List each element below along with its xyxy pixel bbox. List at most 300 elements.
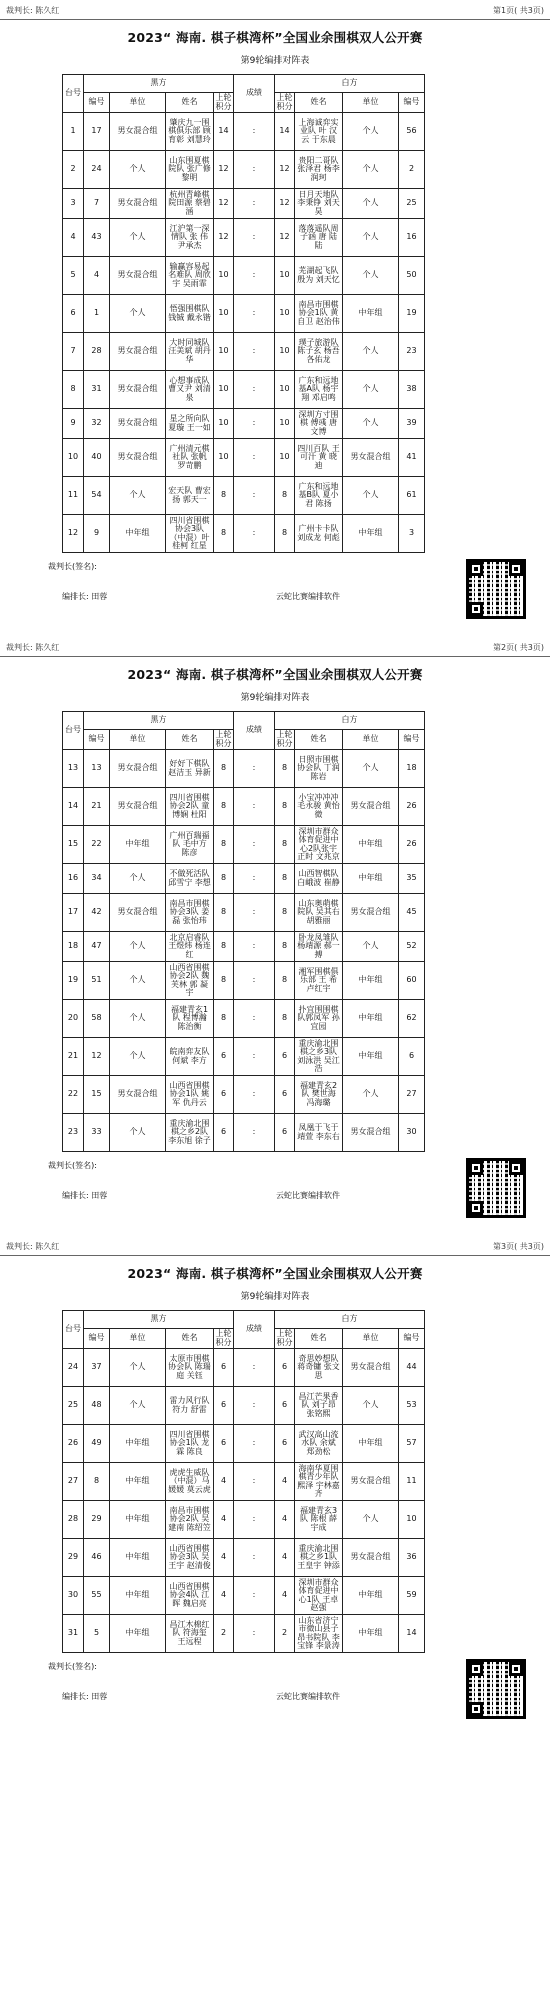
white-num-cell: 56 — [399, 113, 425, 151]
table-no-cell: 9 — [63, 409, 84, 439]
col-white-num: 编号 — [399, 93, 425, 113]
white-unit-cell: 个人 — [343, 1076, 399, 1114]
table-row — [63, 295, 425, 333]
col-result: 成绩 — [234, 1311, 275, 1349]
col-white-num: 编号 — [399, 1329, 425, 1349]
white-score-cell: 10 — [275, 439, 295, 477]
black-num-cell: 15 — [84, 1076, 110, 1114]
black-name-cell: 杭州青峰棋院田源 蔡碧涵 — [166, 189, 214, 219]
black-unit-cell: 个人 — [110, 962, 166, 1000]
result-cell: : — [234, 1425, 275, 1463]
arranger: 编排长: 田蓉 — [62, 1191, 108, 1200]
black-unit-cell: 中年组 — [110, 1577, 166, 1615]
white-unit-cell: 个人 — [343, 932, 399, 962]
white-num-cell: 36 — [399, 1539, 425, 1577]
arranger: 编排长: 田蓉 — [62, 1692, 108, 1701]
result-cell: : — [234, 113, 275, 151]
black-name-cell: 悟强围棋队 钱铖 戴永锴 — [166, 295, 214, 333]
page-subtitle: 第9轮编排对阵表 — [240, 693, 310, 703]
col-white-unit: 单位 — [343, 93, 399, 113]
white-unit-cell: 男女混合组 — [343, 894, 399, 932]
black-score-cell: 8 — [214, 788, 234, 826]
black-name-cell: 江沪第一深情队 张 伟 尹承杰 — [166, 219, 214, 257]
referee-header: 裁判长: 陈久红 — [6, 1242, 60, 1251]
table-row — [63, 1577, 425, 1615]
white-unit-cell: 男女混合组 — [343, 1463, 399, 1501]
referee-sign: 裁判长(签名): — [48, 562, 97, 571]
black-name-cell: 山西省围棋协会1队 姚军 仇丹云 — [166, 1076, 214, 1114]
table-no-cell: 29 — [63, 1539, 84, 1577]
col-white-score: 上轮积分 — [276, 93, 293, 111]
black-num-cell: 33 — [84, 1114, 110, 1152]
black-score-cell: 12 — [214, 189, 234, 219]
table-row — [63, 1349, 425, 1387]
white-name-cell: 武汉高山流水队 余斌 郑劲松 — [295, 1425, 343, 1463]
white-unit-cell: 中年组 — [343, 962, 399, 1000]
col-black-score: 上轮积分 — [215, 93, 232, 111]
black-score-cell: 6 — [214, 1425, 234, 1463]
table-row — [63, 750, 425, 788]
black-unit-cell: 男女混合组 — [110, 333, 166, 371]
white-num-cell: 2 — [399, 151, 425, 189]
col-white: 白方 — [275, 712, 425, 730]
white-unit-cell: 个人 — [343, 1501, 399, 1539]
black-name-cell: 虎虎生威队（中混）马媛媛 莫云虎 — [166, 1463, 214, 1501]
table-row — [63, 515, 425, 553]
black-name-cell: 福建青玄1队 程博瀚 陈治衡 — [166, 1000, 214, 1038]
table-no-cell: 13 — [63, 750, 84, 788]
black-unit-cell: 男女混合组 — [110, 894, 166, 932]
black-score-cell: 4 — [214, 1539, 234, 1577]
black-name-cell: 太原市围棋协会队 陈瑞庭 关钰 — [166, 1349, 214, 1387]
black-num-cell: 42 — [84, 894, 110, 932]
col-white-name: 姓名 — [295, 730, 343, 750]
result-cell: : — [234, 1539, 275, 1577]
table-row — [63, 894, 425, 932]
black-score-cell: 8 — [214, 1000, 234, 1038]
black-name-cell: 宏天队 曹宏扬 郭天一 — [166, 477, 214, 515]
white-name-cell: 南昌市围棋协会1队 黄自卫 赵治伟 — [295, 295, 343, 333]
white-num-cell: 57 — [399, 1425, 425, 1463]
result-cell: : — [234, 1501, 275, 1539]
black-score-cell: 8 — [214, 477, 234, 515]
white-score-cell: 8 — [275, 788, 295, 826]
qr-code-icon — [466, 1158, 526, 1218]
white-unit-cell: 男女混合组 — [343, 788, 399, 826]
black-name-cell: 星之所向队 夏璇 王一如 — [166, 409, 214, 439]
table-no-cell: 26 — [63, 1425, 84, 1463]
col-black-name: 姓名 — [166, 730, 214, 750]
white-unit-cell: 男女混合组 — [343, 1349, 399, 1387]
referee-header: 裁判长: 陈久红 — [6, 643, 60, 652]
white-num-cell: 6 — [399, 1038, 425, 1076]
white-name-cell: 深圳市群众体育促进中心1队 王卓 赵强 — [295, 1577, 343, 1615]
white-name-cell: 深圳市群众体育促进中心2队张宇正时 文兆京 — [295, 826, 343, 864]
black-score-cell: 14 — [214, 113, 234, 151]
white-unit-cell: 男女混合组 — [343, 439, 399, 477]
white-num-cell: 11 — [399, 1463, 425, 1501]
software-name: 云蛇比赛编排软件 — [276, 1191, 340, 1200]
white-score-cell: 8 — [275, 515, 295, 553]
referee-sign: 裁判长(签名): — [48, 1161, 97, 1170]
white-num-cell: 45 — [399, 894, 425, 932]
black-score-cell: 8 — [214, 932, 234, 962]
result-cell: : — [234, 1000, 275, 1038]
col-black-unit: 单位 — [110, 730, 166, 750]
white-num-cell: 59 — [399, 1577, 425, 1615]
black-name-cell: 心想事成队 曹又尹 刘清泉 — [166, 371, 214, 409]
white-name-cell: 奇思妙想队 蒋奇镛 张文思 — [295, 1349, 343, 1387]
schedule-page — [0, 0, 550, 637]
page-title: 2023“ 海南. 棋子棋湾杯”全国业余围棋双人公开赛 — [127, 30, 423, 45]
col-table-no: 台号 — [63, 75, 84, 113]
qr-code-icon — [466, 559, 526, 619]
result-cell: : — [234, 371, 275, 409]
result-cell: : — [234, 1114, 275, 1152]
table-no-cell: 7 — [63, 333, 84, 371]
black-score-cell: 8 — [214, 864, 234, 894]
white-name-cell: 扑宜围围棋队郭凤军 孙宜园 — [295, 1000, 343, 1038]
black-name-cell: 山西省围棋协会2队 魏芙林 郭 凝宇 — [166, 962, 214, 1000]
black-num-cell: 9 — [84, 515, 110, 553]
table-row — [63, 1501, 425, 1539]
black-num-cell: 55 — [84, 1577, 110, 1615]
result-cell: : — [234, 151, 275, 189]
table-no-cell: 23 — [63, 1114, 84, 1152]
white-unit-cell: 中年组 — [343, 1425, 399, 1463]
white-score-cell: 6 — [275, 1076, 295, 1114]
white-num-cell: 53 — [399, 1387, 425, 1425]
white-num-cell: 26 — [399, 826, 425, 864]
table-row — [63, 151, 425, 189]
white-unit-cell: 个人 — [343, 189, 399, 219]
table-no-cell: 8 — [63, 371, 84, 409]
col-black-name: 姓名 — [166, 1329, 214, 1349]
white-unit-cell: 个人 — [343, 151, 399, 189]
black-num-cell: 24 — [84, 151, 110, 189]
white-num-cell: 44 — [399, 1349, 425, 1387]
white-unit-cell: 个人 — [343, 113, 399, 151]
table-body — [63, 113, 425, 553]
white-unit-cell: 个人 — [343, 409, 399, 439]
black-score-cell: 10 — [214, 371, 234, 409]
table-no-cell: 28 — [63, 1501, 84, 1539]
black-unit-cell: 男女混合组 — [110, 439, 166, 477]
result-cell: : — [234, 219, 275, 257]
black-num-cell: 5 — [84, 1615, 110, 1653]
white-score-cell: 12 — [275, 219, 295, 257]
table-no-cell: 27 — [63, 1463, 84, 1501]
table-row — [63, 962, 425, 1000]
white-score-cell: 10 — [275, 257, 295, 295]
referee-sign: 裁判长(签名): — [48, 1662, 97, 1671]
table-row — [63, 1114, 425, 1152]
white-unit-cell: 中年组 — [343, 515, 399, 553]
black-unit-cell: 男女混合组 — [110, 113, 166, 151]
table-row — [63, 113, 425, 151]
result-cell: : — [234, 439, 275, 477]
table-no-cell: 16 — [63, 864, 84, 894]
white-name-cell: 广州卡卡队 刘成龙 何彪 — [295, 515, 343, 553]
black-num-cell: 54 — [84, 477, 110, 515]
white-num-cell: 14 — [399, 1615, 425, 1653]
black-unit-cell: 中年组 — [110, 826, 166, 864]
black-name-cell: 不做死活队 邱雪宁 李想 — [166, 864, 214, 894]
white-score-cell: 8 — [275, 750, 295, 788]
white-name-cell: 山东奥萌棋院队 吴其右 胡雅丽 — [295, 894, 343, 932]
white-unit-cell: 中年组 — [343, 1000, 399, 1038]
white-score-cell: 8 — [275, 864, 295, 894]
result-cell: : — [234, 477, 275, 515]
black-unit-cell: 个人 — [110, 1387, 166, 1425]
black-name-cell: 重庆渝北围棋之乡2队 李东旭 徐子 — [166, 1114, 214, 1152]
black-unit-cell: 个人 — [110, 1349, 166, 1387]
black-name-cell: 四川省围棋协会1队 龙霖 陈良 — [166, 1425, 214, 1463]
black-name-cell: 南昌市围棋协会2队 吴建南 陈绍笠 — [166, 1501, 214, 1539]
col-table-no: 台号 — [63, 712, 84, 750]
white-name-cell: 上海诚弈实业队 叶 汉云 于东晨 — [295, 113, 343, 151]
black-score-cell: 2 — [214, 1615, 234, 1653]
table-row — [63, 826, 425, 864]
arranger: 编排长: 田蓉 — [62, 592, 108, 601]
white-name-cell: 山西智棋队 白峨波 崔静 — [295, 864, 343, 894]
black-num-cell: 40 — [84, 439, 110, 477]
col-black-num: 编号 — [84, 730, 110, 750]
white-score-cell: 8 — [275, 1000, 295, 1038]
col-black-unit: 单位 — [110, 93, 166, 113]
result-cell: : — [234, 932, 275, 962]
result-cell: : — [234, 826, 275, 864]
black-num-cell: 32 — [84, 409, 110, 439]
black-score-cell: 6 — [214, 1387, 234, 1425]
white-num-cell: 38 — [399, 371, 425, 409]
white-unit-cell: 中年组 — [343, 1615, 399, 1653]
col-black-score: 上轮积分 — [215, 730, 232, 748]
page-header — [0, 637, 550, 657]
page-title: 2023“ 海南. 棋子棋湾杯”全国业余围棋双人公开赛 — [127, 1266, 423, 1281]
page-footer — [0, 553, 550, 623]
page-footer — [0, 1653, 550, 1723]
page-footer — [0, 1152, 550, 1222]
black-num-cell: 22 — [84, 826, 110, 864]
table-row — [63, 1463, 425, 1501]
black-name-cell: 山西省围棋协会4队 江晖 魏启亮 — [166, 1577, 214, 1615]
schedule-page — [0, 1236, 550, 1737]
result-cell: : — [234, 962, 275, 1000]
white-num-cell: 62 — [399, 1000, 425, 1038]
col-white-unit: 单位 — [343, 730, 399, 750]
white-name-cell: 福建青玄3队 陈根 薛宇成 — [295, 1501, 343, 1539]
white-score-cell: 10 — [275, 409, 295, 439]
result-cell: : — [234, 189, 275, 219]
table-row — [63, 864, 425, 894]
table-row — [63, 1000, 425, 1038]
black-score-cell: 10 — [214, 295, 234, 333]
black-num-cell: 7 — [84, 189, 110, 219]
white-score-cell: 8 — [275, 826, 295, 864]
table-row — [63, 1076, 425, 1114]
table-row — [63, 932, 425, 962]
white-score-cell: 10 — [275, 295, 295, 333]
black-name-cell: 四川省围棋协会3队（中混）叶桂柯 红星 — [166, 515, 214, 553]
black-score-cell: 10 — [214, 257, 234, 295]
white-name-cell: 山东省济宁市微山县子昂书院队 李宝锋 李景涛 — [295, 1615, 343, 1653]
black-score-cell: 8 — [214, 750, 234, 788]
white-score-cell: 10 — [275, 333, 295, 371]
col-white-name: 姓名 — [295, 93, 343, 113]
black-score-cell: 4 — [214, 1501, 234, 1539]
software-name: 云蛇比赛编排软件 — [276, 1692, 340, 1701]
black-score-cell: 10 — [214, 409, 234, 439]
table-row — [63, 219, 425, 257]
white-score-cell: 8 — [275, 894, 295, 932]
result-cell: : — [234, 409, 275, 439]
black-num-cell: 17 — [84, 113, 110, 151]
table-no-cell: 4 — [63, 219, 84, 257]
page-label: 第1页( 共3页) — [493, 6, 544, 15]
black-name-cell: 大时同城队 汪美斌 胡丹华 — [166, 333, 214, 371]
white-name-cell: 凤凰于飞于靖萱 李东右 — [295, 1114, 343, 1152]
black-name-cell: 肇庆九一围棋俱乐部 顾育彰 刘慧玲 — [166, 113, 214, 151]
white-name-cell: 璞子旅游队 陈子玄 杨吾各佑龙 — [295, 333, 343, 371]
table-no-cell: 6 — [63, 295, 84, 333]
table-no-cell: 15 — [63, 826, 84, 864]
table-no-cell: 21 — [63, 1038, 84, 1076]
black-num-cell: 49 — [84, 1425, 110, 1463]
white-num-cell: 25 — [399, 189, 425, 219]
white-unit-cell: 中年组 — [343, 1577, 399, 1615]
black-score-cell: 8 — [214, 826, 234, 864]
table-no-cell: 17 — [63, 894, 84, 932]
black-unit-cell: 男女混合组 — [110, 1076, 166, 1114]
black-name-cell: 山西省围棋协会3队 吴 王宇 赵清俊 — [166, 1539, 214, 1577]
result-cell: : — [234, 515, 275, 553]
table-row — [63, 409, 425, 439]
white-score-cell: 4 — [275, 1501, 295, 1539]
table-no-cell: 5 — [63, 257, 84, 295]
black-unit-cell: 中年组 — [110, 1463, 166, 1501]
white-name-cell: 落落遥队周子涵 唐 陆陆 — [295, 219, 343, 257]
white-num-cell: 26 — [399, 788, 425, 826]
white-unit-cell: 中年组 — [343, 1038, 399, 1076]
pairing-table — [62, 711, 425, 1152]
black-score-cell: 4 — [214, 1577, 234, 1615]
black-unit-cell: 中年组 — [110, 515, 166, 553]
result-cell: : — [234, 1387, 275, 1425]
result-cell: : — [234, 257, 275, 295]
schedule-page — [0, 637, 550, 1236]
col-result: 成绩 — [234, 712, 275, 750]
white-unit-cell: 个人 — [343, 257, 399, 295]
black-num-cell: 13 — [84, 750, 110, 788]
black-name-cell: 北京启睿队 王煜炜 杨连红 — [166, 932, 214, 962]
black-num-cell: 4 — [84, 257, 110, 295]
black-score-cell: 8 — [214, 515, 234, 553]
table-row — [63, 1539, 425, 1577]
white-name-cell: 深圳方寸围棋 傅彧 唐文博 — [295, 409, 343, 439]
black-unit-cell: 个人 — [110, 1038, 166, 1076]
page-title: 2023“ 海南. 棋子棋湾杯”全国业余围棋双人公开赛 — [127, 667, 423, 682]
black-unit-cell: 中年组 — [110, 1425, 166, 1463]
table-row — [63, 477, 425, 515]
table-no-cell: 31 — [63, 1615, 84, 1653]
table-row — [63, 1615, 425, 1653]
white-score-cell: 10 — [275, 371, 295, 409]
black-num-cell: 47 — [84, 932, 110, 962]
table-row — [63, 333, 425, 371]
result-cell: : — [234, 1076, 275, 1114]
table-no-cell: 11 — [63, 477, 84, 515]
white-unit-cell: 个人 — [343, 477, 399, 515]
page-label: 第2页( 共3页) — [493, 643, 544, 652]
black-name-cell: 昌江木棉红队 符海玺 王远程 — [166, 1615, 214, 1653]
white-score-cell: 8 — [275, 932, 295, 962]
black-num-cell: 28 — [84, 333, 110, 371]
table-no-cell: 30 — [63, 1577, 84, 1615]
white-name-cell: 日照市围棋协会队 丁润 陈岩 — [295, 750, 343, 788]
white-score-cell: 6 — [275, 1038, 295, 1076]
col-white: 白方 — [275, 1311, 425, 1329]
table-no-cell: 25 — [63, 1387, 84, 1425]
white-num-cell: 16 — [399, 219, 425, 257]
table-no-cell: 2 — [63, 151, 84, 189]
black-num-cell: 1 — [84, 295, 110, 333]
result-cell: : — [234, 1577, 275, 1615]
pairing-table — [62, 1310, 425, 1653]
white-name-cell: 小宝冲冲冲 毛永骏 黄怡微 — [295, 788, 343, 826]
white-score-cell: 6 — [275, 1114, 295, 1152]
white-unit-cell: 个人 — [343, 750, 399, 788]
black-num-cell: 29 — [84, 1501, 110, 1539]
white-score-cell: 4 — [275, 1463, 295, 1501]
result-cell: : — [234, 295, 275, 333]
col-white-score: 上轮积分 — [276, 730, 293, 748]
table-row — [63, 189, 425, 219]
table-no-cell: 1 — [63, 113, 84, 151]
black-name-cell: 南昌市围棋协会3队 姜磊 张怡玮 — [166, 894, 214, 932]
white-unit-cell: 中年组 — [343, 864, 399, 894]
white-name-cell: 福建青玄2队 樊世海 冯海璐 — [295, 1076, 343, 1114]
white-score-cell: 14 — [275, 113, 295, 151]
white-name-cell: 昌江芒果香队 刘子昂 张铭熙 — [295, 1387, 343, 1425]
white-name-cell: 贵阳二哥队张泽君 杨李润珂 — [295, 151, 343, 189]
black-unit-cell: 男女混合组 — [110, 371, 166, 409]
black-name-cell: 皖南弈友队 何斌 李方 — [166, 1038, 214, 1076]
white-num-cell: 10 — [399, 1501, 425, 1539]
black-score-cell: 10 — [214, 439, 234, 477]
table-no-cell: 20 — [63, 1000, 84, 1038]
white-score-cell: 2 — [275, 1615, 295, 1653]
white-num-cell: 18 — [399, 750, 425, 788]
white-score-cell: 6 — [275, 1349, 295, 1387]
black-num-cell: 12 — [84, 1038, 110, 1076]
white-num-cell: 52 — [399, 932, 425, 962]
col-black-score: 上轮积分 — [215, 1329, 232, 1347]
table-no-cell: 3 — [63, 189, 84, 219]
col-white-score: 上轮积分 — [276, 1329, 293, 1347]
referee-header: 裁判长: 陈久红 — [6, 6, 60, 15]
black-num-cell: 37 — [84, 1349, 110, 1387]
white-name-cell: 卧龙凤雏队 杨靖源 郝一搏 — [295, 932, 343, 962]
black-unit-cell: 中年组 — [110, 1615, 166, 1653]
black-name-cell: 广州清元棋社队 张帆 罗苛鹏 — [166, 439, 214, 477]
result-cell: : — [234, 864, 275, 894]
table-no-cell: 18 — [63, 932, 84, 962]
table-row — [63, 371, 425, 409]
page-header — [0, 0, 550, 20]
black-score-cell: 4 — [214, 1463, 234, 1501]
black-unit-cell: 个人 — [110, 477, 166, 515]
